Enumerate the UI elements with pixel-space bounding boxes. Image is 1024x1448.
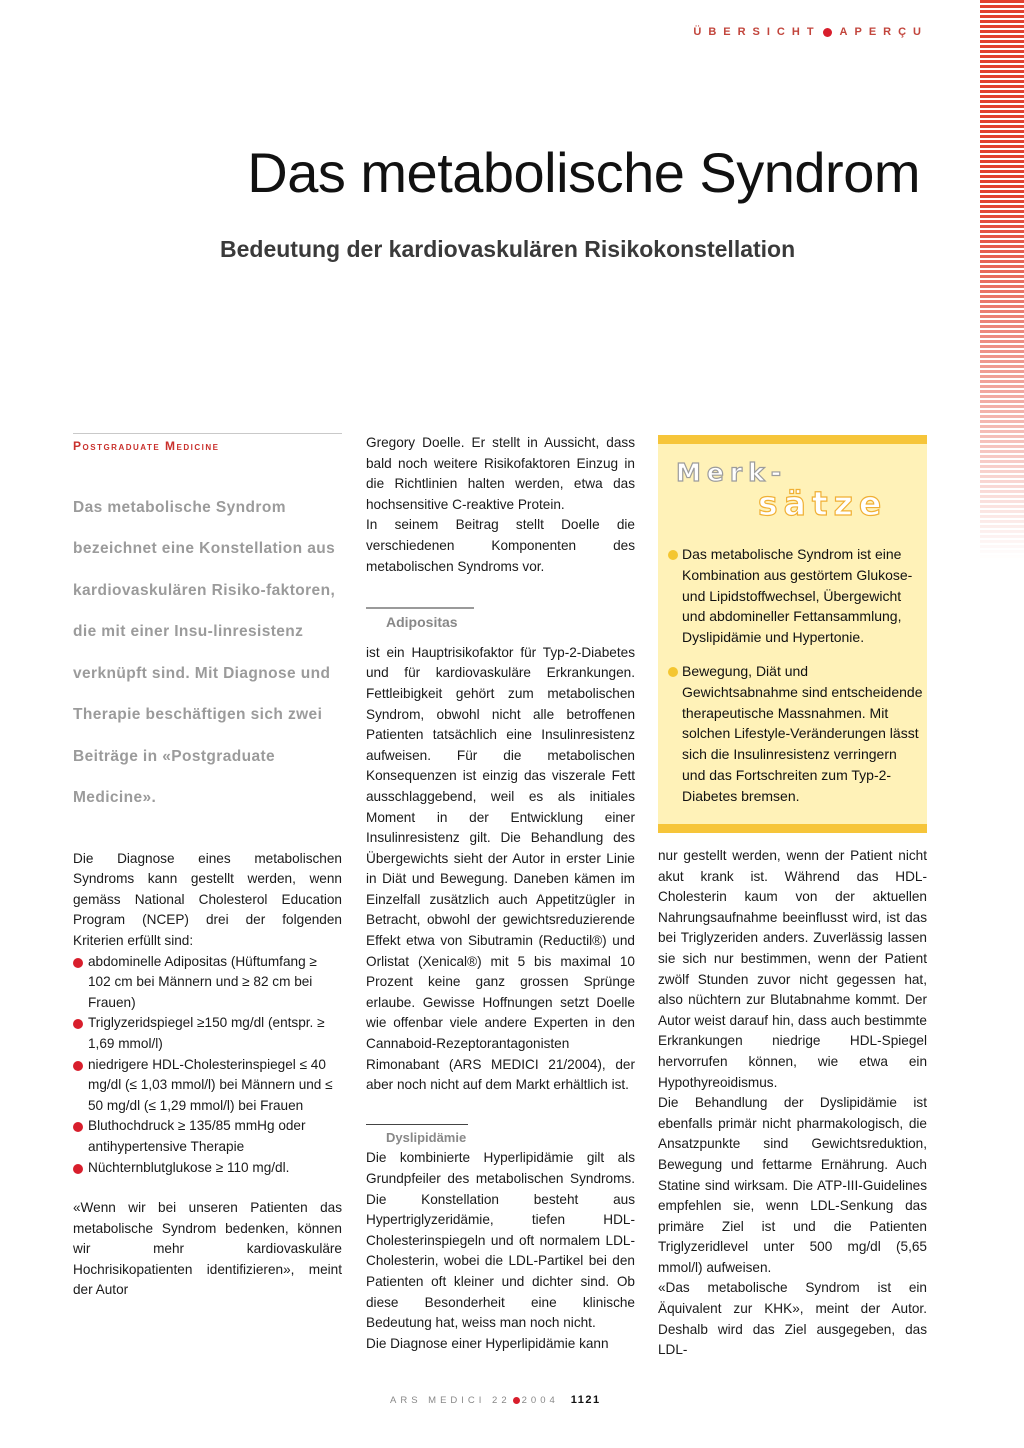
criteria-item: Nüchternblutglukose ≥ 110 mg/dl. <box>73 1158 342 1179</box>
section-label-fr: APERÇU <box>839 26 928 38</box>
column-1 <box>73 433 342 1301</box>
footer-year: 2004 <box>521 1394 559 1406</box>
paragraph: Die Behandlung der Dyslipidämie ist ebenfalls primär nicht pharmakologisch, die Ansatzpunkte sind Gewichtsreduktion, Bewegung und fettarme Ernährung. Auch Statine sind wirksam. Die ATP-III-Guidelines empfehlen sie, wenn LDL-Senkung das primäre Ziel ist und die Patienten Triglyzeridlevel unter 500 mg/dl (5,65 mmol/l) aufweisen. <box>658 1095 927 1275</box>
criteria-item: Bluthochdruck ≥ 135/85 mmHg oder antihypertensive Therapie <box>73 1116 342 1157</box>
column-3 <box>658 846 927 1361</box>
subhead-adipositas: Adipositas <box>366 607 474 633</box>
kicker: Postgraduate Medicine <box>73 433 342 457</box>
lead-paragraph: Das metabolische Syndrom bezeichnet eine Konstellation aus kardiovaskulären Risiko-faktoren, die mit einer Insu-linresistenz verknüpft sind. Mit Diagnose und Therapie beschäftigen sich zwei Beiträge in «Postgraduate Medicine». <box>73 498 336 807</box>
merksaetze-title-line2: sätze <box>758 484 888 523</box>
criteria-list <box>73 952 342 1179</box>
subhead-dyslipidaemie: Dyslipidämie <box>366 1124 468 1149</box>
merksaetze-item: Das metabolische Syndrom ist eine Kombination aus gestörtem Glukose- und Lipidstoffwechsel, Übergewicht und abdomineller Fettansammlung, Dyslipidämie und Hypertonie. <box>668 544 923 648</box>
page-number: 1121 <box>570 1394 601 1406</box>
merksaetze-item: Bewegung, Diät und Gewichtsabnahme sind entscheidende therapeutische Massnahmen. Mit solchen Lifestyle-Veränderungen lässt sich die Insulinresistenz verringern und das Fortschreiten zum Typ-2-Diabetes bremsen. <box>668 661 923 807</box>
paragraph: Die kombinierte Hyperlipidämie gilt als Grundpfeiler des metabolischen Syndroms. Die Konstellation besteht aus Hypertriglyzeridämie, tiefen HDL-Cholesterinspiegeln und oft normalem LDL-Cholesterin, wobei die LDL-Partikel bei den Patienten oft kleiner und dichter sind. Ob diese Besonderheit eine klinische Bedeutung hat, weiss man noch nicht. <box>366 1150 635 1331</box>
footer-journal: ARS MEDICI 22 <box>390 1394 511 1406</box>
column-2 <box>366 433 635 1354</box>
paragraph: In seinem Beitrag stellt Doelle die verschiedenen Komponenten des metabolischen Syndroms vor. <box>366 517 635 574</box>
merksaetze-title-line1: Merk- <box>676 458 788 487</box>
header-dot-icon <box>823 28 832 37</box>
section-label-de: ÜBERSICHT <box>693 26 821 38</box>
article-subtitle: Bedeutung der kardiovaskulären Risikokonstellation <box>220 236 796 262</box>
section-header <box>693 26 928 38</box>
paragraph: nur gestellt werden, wenn der Patient nicht akut krank ist. Während das HDL-Cholesterin kaum von der aktuellen Nahrungsaufnahme beeinflusst wird, ist das bei Triglyzeriden anders. Zuverlässig lassen sie sich nur bestimmen, wenn der Patient zwölf Stunden zuvor nicht gegessen hat, also nüchtern zur Blutabnahme kommt. Der Autor weist darauf hin, dass auch bestimmte Erkrankungen niedrige HDL-Spiegel hervorrufen können, wie etwa ein Hypothyreoidismus. <box>658 848 927 1090</box>
intro-paragraph: Die Diagnose eines metabolischen Syndroms kann gestellt werden, wenn gemäss National Cholesterol Education Program (NCEP) drei der folgenden Kriterien erfüllt sind: <box>73 850 342 948</box>
paragraph: Die Diagnose einer Hyperlipidämie kann <box>366 1335 609 1351</box>
paragraph: ist ein Hauptrisikofaktor für Typ-2-Diabetes und für kardiovaskuläre Erkrankungen. Fettleibigkeit gehört zum metabolischen Syndrom, obwohl nicht alle betroffenen Patienten tatsächlich eine Insulinresistenz aufweisen. Für die metabolischen Konsequenzen ist einzig das viszerale Fett ausschlaggebend, weil es als initiales Moment in der Entwicklung einer Insulinresistenz gilt. Die Behandlung des Übergewichts sieht der Autor in erster Linie in Diät und Bewegung. Daneben kämen im Einzelfall zusätzlich auch Appetitzügler in Betracht, obwohl der gewichtsreduzierende Effekt etwa von Sibutramin (Reductil®) und Orlistat (Xenical®) mit 5 bis maximal 10 Prozent keine ganz grossen Sprünge erlaube. Gewisse Hoffnungen setzt Doelle wie offenbar viele andere Experten in den Cannaboid-Rezeptorantagonisten Rimonabant (ARS MEDICI 21/2004), der aber noch nicht auf dem Markt erhältlich ist. <box>366 644 635 1093</box>
paragraph: «Das metabolische Syndrom ist ein Äquivalent zur KHK», meint der Autor. Deshalb wird das Ziel ausgegeben, das LDL- <box>658 1280 927 1358</box>
criteria-item: abdominelle Adipositas (Hüftumfang ≥ 102 cm bei Männern und ≥ 82 cm bei Frauen) <box>73 952 342 1014</box>
decorative-stripe <box>980 0 1024 560</box>
page-footer <box>390 1394 601 1406</box>
quote-paragraph: «Wenn wir bei unseren Patienten das metabolische Syndrom bedenken, können wir mehr kardiovaskuläre Hochrisikopatienten identifizieren», meint der Autor <box>73 1200 342 1298</box>
footer-dot-icon <box>513 1397 520 1404</box>
article-title: Das metabolische Syndrom <box>247 141 920 204</box>
paragraph: Gregory Doelle. Er stellt in Aussicht, dass bald noch weitere Risikofaktoren Einzug in die Richtlinien halten werden, etwa das hochsensitive C-reaktive Protein. <box>366 435 635 512</box>
merksaetze-list <box>668 544 923 820</box>
criteria-item: niedrigere HDL-Cholesterinspiegel ≤ 40 mg/dl (≤ 1,03 mmol/l) bei Männern und ≤ 50 mg/dl (≤ 1,29 mmol/l) bei Frauen <box>73 1055 342 1117</box>
merksaetze-box <box>658 435 927 833</box>
criteria-item: Triglyzeridspiegel ≥150 mg/dl (entspr. ≥ 1,69 mmol/l) <box>73 1013 342 1054</box>
